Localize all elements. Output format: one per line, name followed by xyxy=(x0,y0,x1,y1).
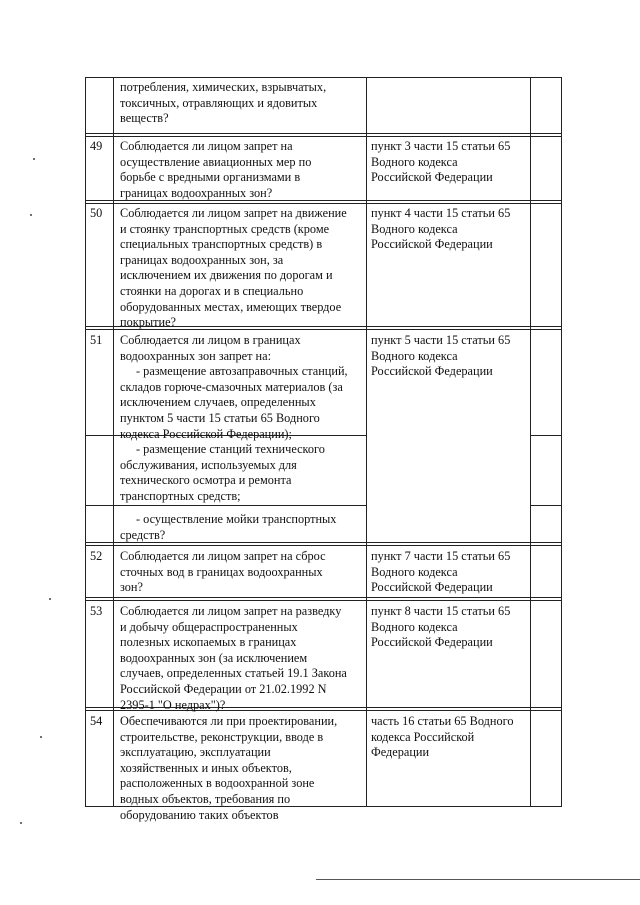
question-cell xyxy=(120,549,326,596)
question-line: исключением случаев, определенных xyxy=(120,395,316,410)
question-line: - размещение станций технического xyxy=(136,442,325,456)
reference-line: Водного кодекса xyxy=(371,619,458,634)
reference-cell xyxy=(371,206,510,253)
reference-cell xyxy=(371,139,510,186)
reference-line: Водного кодекса xyxy=(371,154,458,169)
reference-line: Российской Федерации xyxy=(371,635,493,650)
question-line: потребления, химических, взрывчатых, xyxy=(120,80,327,94)
question-line: случаев, определенных статьей 19.1 Закона xyxy=(120,666,347,681)
question-line: Соблюдается ли лицом запрет на разведку xyxy=(120,604,342,618)
question-line: исключением их движения по дорогам и xyxy=(120,268,333,283)
question-line: оборудованию таких объектов xyxy=(120,807,279,822)
reference-line: пункт 7 части 15 статьи 65 xyxy=(371,549,511,563)
question-line: строительстве, реконструкции, вводе в xyxy=(120,729,324,744)
question-cell xyxy=(120,512,336,543)
question-line: водных объектов, требования по xyxy=(120,791,291,806)
question-line: кодекса Российской Федерации); xyxy=(120,426,292,441)
reference-cell xyxy=(371,714,514,761)
question-line: хозяйственных и иных объектов, xyxy=(120,760,292,775)
reference-line: часть 16 статьи 65 Водного xyxy=(371,714,514,728)
question-cell xyxy=(120,714,337,823)
reference-line: Водного кодекса xyxy=(371,221,458,236)
row-divider-partial xyxy=(85,505,366,506)
row-number: 49 xyxy=(90,139,103,153)
table-border-top xyxy=(85,77,562,78)
row-divider-partial xyxy=(530,435,562,436)
question-line: веществ? xyxy=(120,111,169,126)
question-line: Соблюдается ли лицом запрет на движение xyxy=(120,206,347,220)
row-number: 54 xyxy=(90,714,103,728)
row-divider xyxy=(85,133,562,134)
question-line: водоохранных зон (за исключением xyxy=(120,650,308,665)
table-column-divider xyxy=(530,77,531,806)
question-line: границах водоохранных зон, за xyxy=(120,252,284,267)
table-column-divider xyxy=(366,77,367,806)
question-line: оборудованных местах, имеющих твердое xyxy=(120,299,342,314)
question-cell xyxy=(120,139,311,201)
question-line: сточных вод в границах водоохранных xyxy=(120,564,323,579)
question-line: Соблюдается ли лицом запрет на xyxy=(120,139,293,153)
question-line: стоянки на дорогах и в специально xyxy=(120,283,304,298)
reference-line: кодекса Российской xyxy=(371,729,475,744)
reference-line: Водного кодекса xyxy=(371,348,458,363)
question-cell xyxy=(120,80,326,127)
reference-line: Водного кодекса xyxy=(371,564,458,579)
reference-line: пункт 3 части 15 статьи 65 xyxy=(371,139,511,153)
question-line: специальных транспортных средств) в xyxy=(120,237,323,252)
question-line: водоохранных зон запрет на: xyxy=(120,348,271,363)
question-cell xyxy=(120,442,325,504)
reference-line: пункт 5 части 15 статьи 65 xyxy=(371,333,511,347)
question-line: - осуществление мойки транспортных xyxy=(136,512,337,526)
question-line: осуществление авиационных мер по xyxy=(120,154,312,169)
question-line: границах водоохранных зон? xyxy=(120,185,273,200)
question-line: транспортных средств; xyxy=(120,488,241,503)
question-line: Обеспечиваются ли при проектировании, xyxy=(120,714,338,728)
scan-speck xyxy=(20,822,22,824)
question-line: и стоянку транспортных средств (кроме xyxy=(120,221,330,236)
question-line: покрытие? xyxy=(120,315,176,330)
question-line: 2395-1 "О недрах")? xyxy=(120,697,226,712)
scan-speck xyxy=(33,158,35,160)
reference-cell xyxy=(371,604,510,651)
question-line: пунктом 5 части 15 статьи 65 Водного xyxy=(120,410,320,425)
question-line: Соблюдается ли лицом запрет на сброс xyxy=(120,549,326,563)
row-number: 53 xyxy=(90,604,103,618)
table-border-left xyxy=(85,77,86,806)
question-line: технического осмотра и ремонта xyxy=(120,473,292,488)
question-cell xyxy=(120,333,348,442)
question-line: обслуживания, используемых для xyxy=(120,457,297,472)
reference-line: пункт 4 части 15 статьи 65 xyxy=(371,206,511,220)
row-number: 51 xyxy=(90,333,103,347)
question-line: зон? xyxy=(120,580,143,595)
question-line: полезных ископаемых в границах xyxy=(120,635,297,650)
reference-line: Российской Федерации xyxy=(371,237,493,252)
row-divider-partial xyxy=(530,505,562,506)
question-line: Российской Федерации от 21.02.1992 N xyxy=(120,681,327,696)
question-line: Соблюдается ли лицом в границах xyxy=(120,333,301,347)
row-number: 52 xyxy=(90,549,103,563)
reference-line: Российской Федерации xyxy=(371,580,493,595)
question-line: и добычу общераспространенных xyxy=(120,619,298,634)
question-cell xyxy=(120,604,347,713)
question-line: расположенных в водоохранной зоне xyxy=(120,776,315,791)
table-column-divider xyxy=(113,77,114,806)
reference-cell xyxy=(371,333,510,380)
reference-line: Российской Федерации xyxy=(371,170,493,185)
question-line: складов горюче-смазочных материалов (за xyxy=(120,379,343,394)
question-line: борьбе с вредными организмами в xyxy=(120,170,301,185)
question-line: средств? xyxy=(120,527,166,542)
reference-line: пункт 8 части 15 статьи 65 xyxy=(371,604,511,618)
scan-speck xyxy=(40,736,42,738)
question-line: эксплуатацию, эксплуатации xyxy=(120,745,271,760)
row-number: 50 xyxy=(90,206,103,220)
question-line: токсичных, отравляющих и ядовитых xyxy=(120,95,318,110)
reference-cell xyxy=(371,549,510,596)
reference-line: Федерации xyxy=(371,745,430,760)
scan-speck xyxy=(49,598,51,600)
page-footer-rule xyxy=(316,879,640,880)
reference-line: Российской Федерации xyxy=(371,364,493,379)
scan-speck xyxy=(30,214,32,216)
table-border-right xyxy=(561,77,562,806)
question-cell xyxy=(120,206,347,331)
row-divider xyxy=(85,597,562,598)
question-line: - размещение автозаправочных станций, xyxy=(136,364,348,379)
